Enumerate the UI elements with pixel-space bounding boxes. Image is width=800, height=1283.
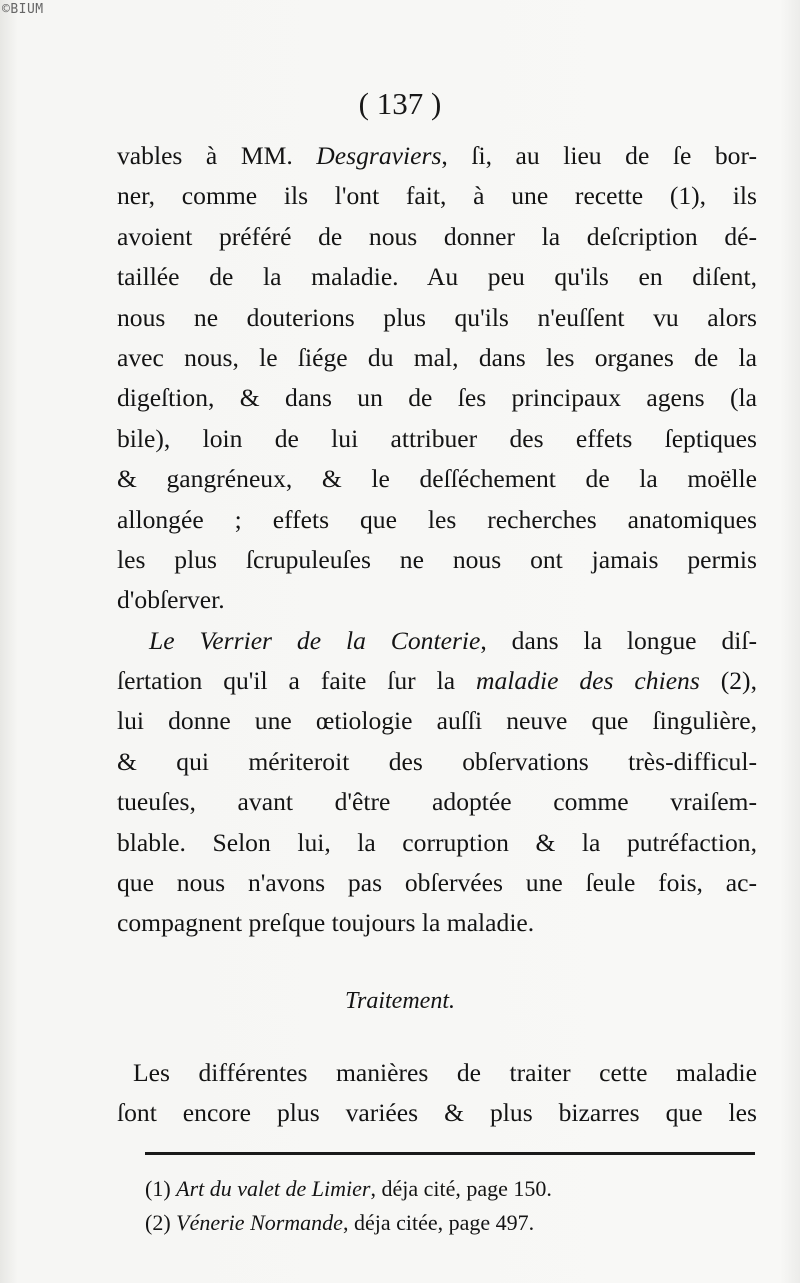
footnote-divider	[145, 1152, 755, 1155]
text-line	[117, 661, 757, 701]
text-line	[117, 823, 757, 863]
text-line	[117, 298, 757, 338]
text-line	[117, 257, 757, 297]
text-span: nous ne douterions plus qu'ils n'euſſent vu alors	[117, 302, 757, 332]
text-span: (2),	[699, 666, 757, 696]
italic-text: maladie des chiens	[476, 666, 700, 696]
text-line	[117, 701, 757, 741]
footnote-text: (1)	[145, 1176, 177, 1201]
main-text	[117, 136, 757, 944]
text-span: , dans la longue diſ-	[480, 625, 757, 655]
footnotes	[145, 1172, 552, 1240]
text-span: blable. Selon lui, la corruption & la putréfaction,	[117, 827, 757, 857]
section-heading: Traitement.	[344, 988, 455, 1014]
text-span: allongée ; effets que les recherches anatomiques	[117, 504, 757, 534]
text-line	[117, 176, 757, 216]
footnote-title: Vénerie Normande	[176, 1210, 343, 1235]
footnote-text: (2)	[145, 1210, 177, 1235]
italic-text: Le Verrier de la Conterie	[149, 625, 481, 655]
text-span: lui donne une œtiologie auſſi neuve que ſingulière,	[117, 706, 757, 736]
text-line	[117, 378, 757, 418]
text-line	[117, 903, 757, 943]
footnote-title: Art du valet de Limier	[176, 1176, 371, 1201]
text-line	[117, 580, 757, 620]
text-span: les plus ſcrupuleuſes ne nous ont jamais permis	[117, 544, 757, 574]
text-line	[117, 782, 757, 822]
text-span: digeſtion, & dans un de ſes principaux agens (la	[117, 383, 757, 413]
text-line	[117, 540, 757, 580]
text-span: , ſi, au lieu de ſe bor-	[441, 141, 757, 170]
paragraph-3	[117, 1053, 757, 1134]
footnote-text: , déja cité, page 150.	[370, 1176, 552, 1201]
text-span: ſont encore plus variées & plus bizarres que les	[117, 1098, 757, 1128]
text-span: vables à MM.	[117, 141, 317, 170]
text-span: tueuſes, avant d'être adoptée comme vraiſem-	[117, 787, 757, 817]
text-line	[117, 217, 757, 257]
text-span: avec nous, le ſiége du mal, dans les organes de la	[117, 342, 757, 372]
text-line	[117, 136, 757, 176]
footnote-1	[145, 1172, 552, 1206]
text-line	[117, 1053, 757, 1093]
main-text-continued	[117, 1053, 757, 1134]
text-line	[117, 621, 757, 661]
text-span: compagnent preſque toujours la maladie.	[117, 908, 535, 938]
text-span: & qui mériteroit des obſervations très-difficul-	[117, 746, 757, 776]
text-line	[117, 742, 757, 782]
text-line	[117, 338, 757, 378]
text-span: que nous n'avons pas obſervées une ſeule fois, ac-	[117, 868, 757, 898]
italic-text: Desgraviers	[316, 141, 442, 170]
footnote-text: , déja citée, page 497.	[342, 1210, 535, 1235]
text-span: ſertation qu'il a faite ſur la	[117, 666, 476, 696]
text-span: avoient préféré de nous donner la deſcription dé-	[117, 221, 757, 251]
text-span: & gangréneux, & le deſſéchement de la moëlle	[117, 464, 757, 494]
footnote-2	[145, 1206, 552, 1240]
text-line	[117, 863, 757, 903]
text-line	[117, 1093, 757, 1133]
text-span: d'obſerver.	[117, 585, 225, 615]
text-span: Les différentes manières de traiter cette maladie	[133, 1058, 757, 1087]
watermark: ©BIUM	[2, 2, 44, 17]
paragraph-1	[117, 136, 757, 621]
text-span: bile), loin de lui attribuer des effets ſeptiques	[117, 423, 757, 453]
text-span: taillée de la maladie. Au peu qu'ils en diſent,	[117, 262, 757, 292]
text-line	[117, 500, 757, 540]
paragraph-2	[117, 621, 757, 944]
text-line	[117, 459, 757, 499]
text-span: ner, comme ils l'ont fait, à une recette (1), ils	[117, 181, 757, 211]
text-line	[117, 419, 757, 459]
page-number: ( 137 )	[358, 86, 442, 121]
